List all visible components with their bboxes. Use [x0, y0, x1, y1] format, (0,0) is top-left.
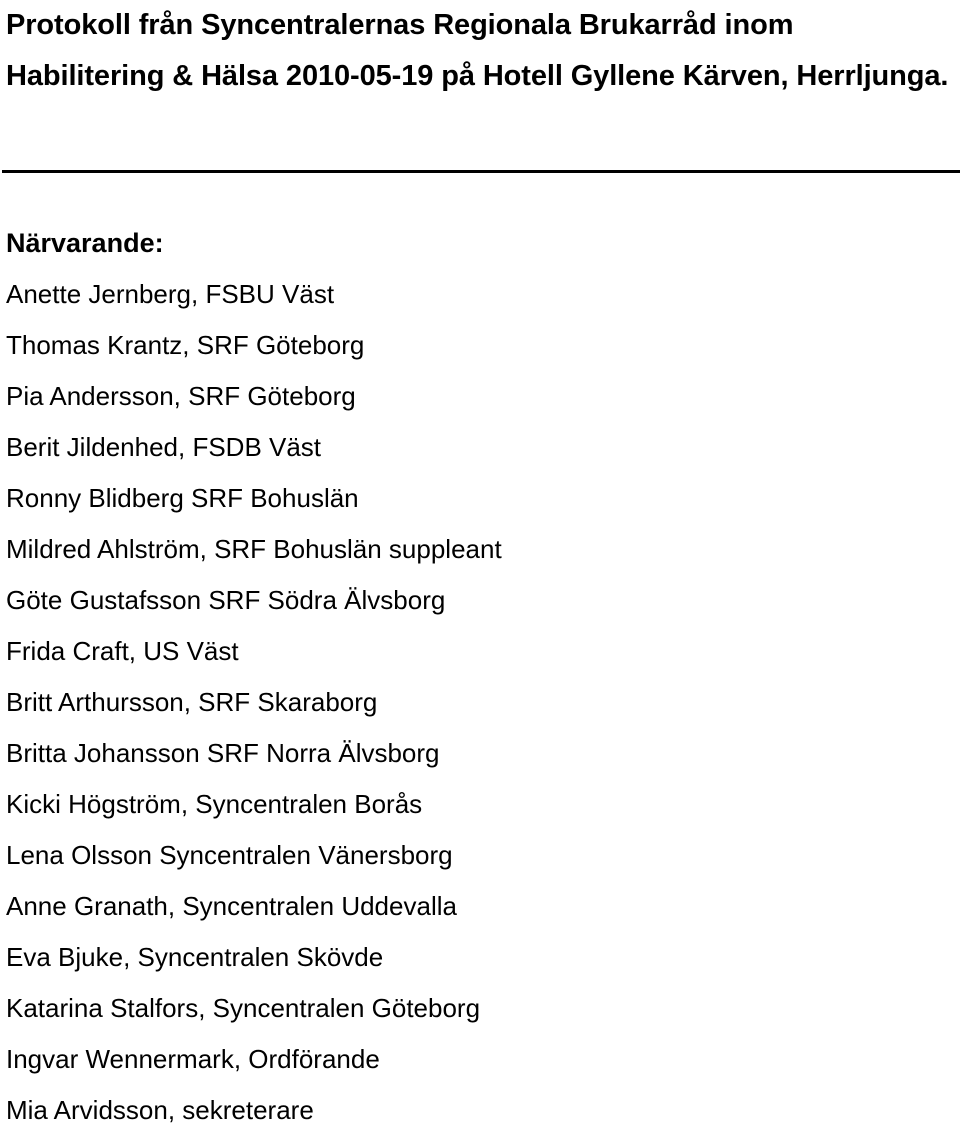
attendee-item: Lena Olsson Syncentralen Vänersborg	[6, 840, 453, 870]
attendee-item: Frida Craft, US Väst	[6, 636, 239, 666]
attendee-item: Kicki Högström, Syncentralen Borås	[6, 789, 423, 819]
attendee-item: Katarina Stalfors, Syncentralen Göteborg	[6, 993, 481, 1023]
attendee-list	[6, 269, 502, 1136]
title-divider	[2, 170, 960, 173]
attendee-item: Pia Andersson, SRF Göteborg	[6, 381, 356, 411]
attendee-item: Britta Johansson SRF Norra Älvsborg	[6, 738, 440, 768]
attendees-heading: Närvarande:	[6, 228, 164, 258]
attendee-item: Ingvar Wennermark, Ordförande	[6, 1044, 380, 1074]
attendee-item: Ronny Blidberg SRF Bohuslän	[6, 483, 359, 513]
attendee-item: Mia Arvidsson, sekreterare	[6, 1095, 314, 1125]
document-title: Protokoll från Syncentralernas Regionala Brukarråd inom Habilitering & Hälsa 2010-05-19 på Hotell Gyllene Kärven, Herrljunga.	[6, 9, 949, 92]
attendee-item: Mildred Ahlström, SRF Bohuslän suppleant	[6, 534, 502, 564]
attendee-item: Anne Granath, Syncentralen Uddevalla	[6, 891, 457, 921]
attendee-item: Göte Gustafsson SRF Södra Älvsborg	[6, 585, 446, 615]
attendee-item: Anette Jernberg, FSBU Väst	[6, 279, 335, 309]
attendee-item: Britt Arthursson, SRF Skaraborg	[6, 687, 378, 717]
attendee-item: Eva Bjuke, Syncentralen Skövde	[6, 942, 384, 972]
attendee-item: Berit Jildenhed, FSDB Väst	[6, 432, 322, 462]
attendee-item: Thomas Krantz, SRF Göteborg	[6, 330, 365, 360]
